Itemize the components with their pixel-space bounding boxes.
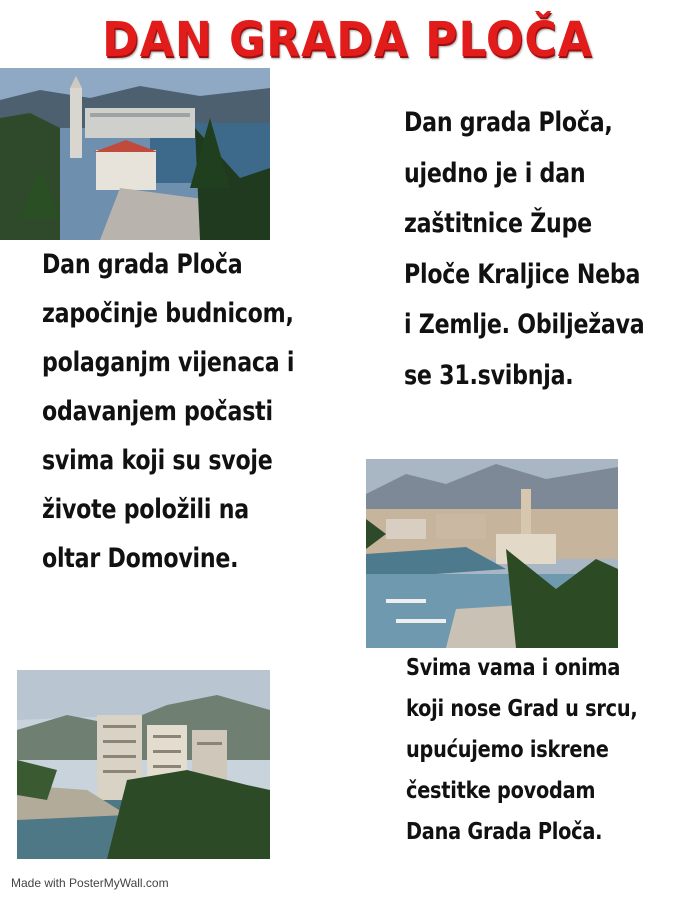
paragraph-greetings: Svima vama i onima koji nose Grad u srcu, upućujemo iskrene čestitke povodam Dana Grada Ploča. — [406, 655, 638, 845]
poster-title: DAN GRADA PLOČA — [102, 12, 593, 68]
apartment-blocks-photo — [17, 670, 270, 859]
footer-credit: Made with PosterMyWall.com — [11, 876, 169, 890]
town-church-photo — [0, 68, 270, 240]
paragraph-patron-saint: Dan grada Ploča, ujedno je i dan zaštitnice Župe Ploče Kraljice Neba i Zemlje. Obilježava se 31.svibnja. — [404, 107, 645, 391]
paragraph-celebration: Dan grada Ploča započinje budnicom, polaganjm vijenaca i odavanjem počasti svima koji su svoje živote položili na oltar Domovine. — [42, 249, 295, 574]
coastline-marina-photo — [366, 459, 618, 648]
